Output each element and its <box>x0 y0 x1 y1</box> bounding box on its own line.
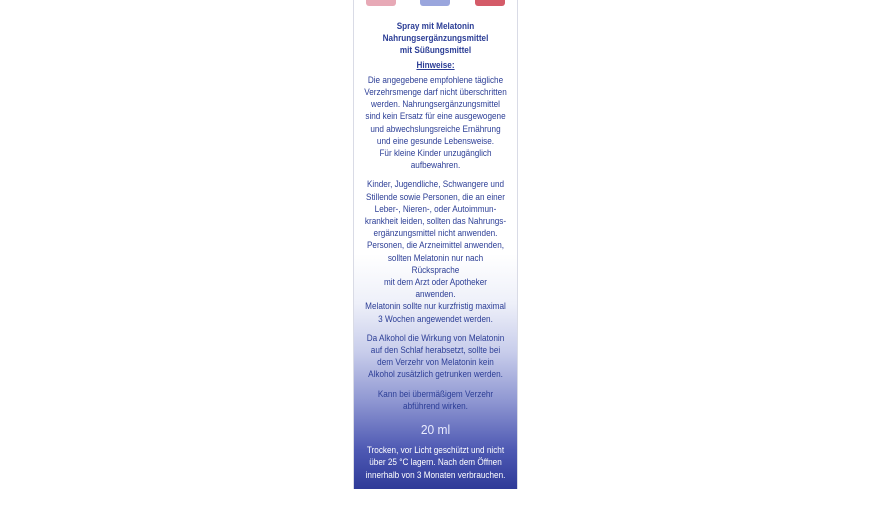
note-line: aufbewahren. <box>410 160 461 171</box>
best-before-line: bis Ende:/L.: siehe Bodenlasche: <box>376 500 495 511</box>
note-line: Kinder, Jugendliche, Schwangere und <box>366 179 505 190</box>
note-line: sind kein Ersatz für eine ausgewogene <box>365 111 506 122</box>
volume-label: 20 ml <box>420 422 451 438</box>
storage-line: Trocken, vor Licht geschützt und nicht <box>366 445 505 456</box>
note-daily-intake <box>363 74 507 172</box>
note-line: Kann bei übermäßigem Verzehr <box>377 388 494 399</box>
heading-line: Spray mit Melatonin <box>396 21 475 31</box>
best-before-line: Ungeöffnet mindestens haltbar <box>379 488 492 499</box>
note-line: dem Verzehr von Melatonin kein <box>377 357 494 368</box>
note-line: Melatonin sollte nur kurzfristig maximal <box>365 301 506 312</box>
flap-blue <box>420 0 450 6</box>
note-line: Stillende sowie Personen, die an einer <box>366 191 505 202</box>
note-line: Verzehrsmenge darf nicht überschritten <box>364 87 507 98</box>
storage-line: über 25 °C lagern. Nach dem Öffnen <box>369 457 502 468</box>
note-line: Die angegebene empfohlene tägliche <box>367 74 504 85</box>
note-line: krankheit leiden, sollten das Nahrungs- <box>364 216 507 227</box>
note-line: und eine gesunde Lebensweise. <box>376 135 495 146</box>
note-line: mit dem Arzt oder Apotheker anwenden. <box>383 277 488 300</box>
heading-line: mit Süßungsmittel <box>399 45 472 56</box>
note-line: und abwechslungsreiche Ernährung <box>370 123 501 134</box>
note-line: Personen, die Arzneimittel anwenden, <box>366 240 505 251</box>
note-line: 3 Wochen angewendet werden. <box>378 313 493 324</box>
box-top-flaps <box>354 0 517 8</box>
note-line: Für kleine Kinder unzugänglich <box>379 148 492 159</box>
note-target-groups <box>363 178 507 324</box>
note-line: sollten Melatonin nur nach Rücksprache <box>387 252 484 275</box>
note-line: Alkohol zusätzlich getrunken werden. <box>368 369 503 380</box>
best-before-note <box>363 488 507 512</box>
note-line: abführend wirken. <box>403 400 468 411</box>
note-line: Leber-, Nieren-, oder Autoimmun- <box>374 203 497 214</box>
box-label-text <box>363 20 507 512</box>
flap-red <box>475 0 505 6</box>
storage-line: innerhalb von 3 Monaten verbrauchen. <box>365 469 506 480</box>
note-line: auf den Schlaf herabsetzt, sollte bei <box>370 345 501 356</box>
note-line: Da Alkohol die Wirkung von Melatonin <box>366 332 505 343</box>
notes-title: Hinweise: <box>416 59 455 70</box>
product-heading <box>363 20 507 57</box>
note-laxative <box>363 388 507 412</box>
heading-line: Nahrungsergänzungsmittel <box>382 33 489 44</box>
note-line: werden. Nahrungsergänzungsmittel <box>371 99 500 110</box>
note-alcohol <box>363 332 507 381</box>
storage-instructions <box>363 444 507 481</box>
melatonin-spray-box <box>353 0 518 511</box>
flap-pink <box>366 0 396 6</box>
note-line: ergänzungsmittel nicht anwenden. <box>373 228 498 239</box>
